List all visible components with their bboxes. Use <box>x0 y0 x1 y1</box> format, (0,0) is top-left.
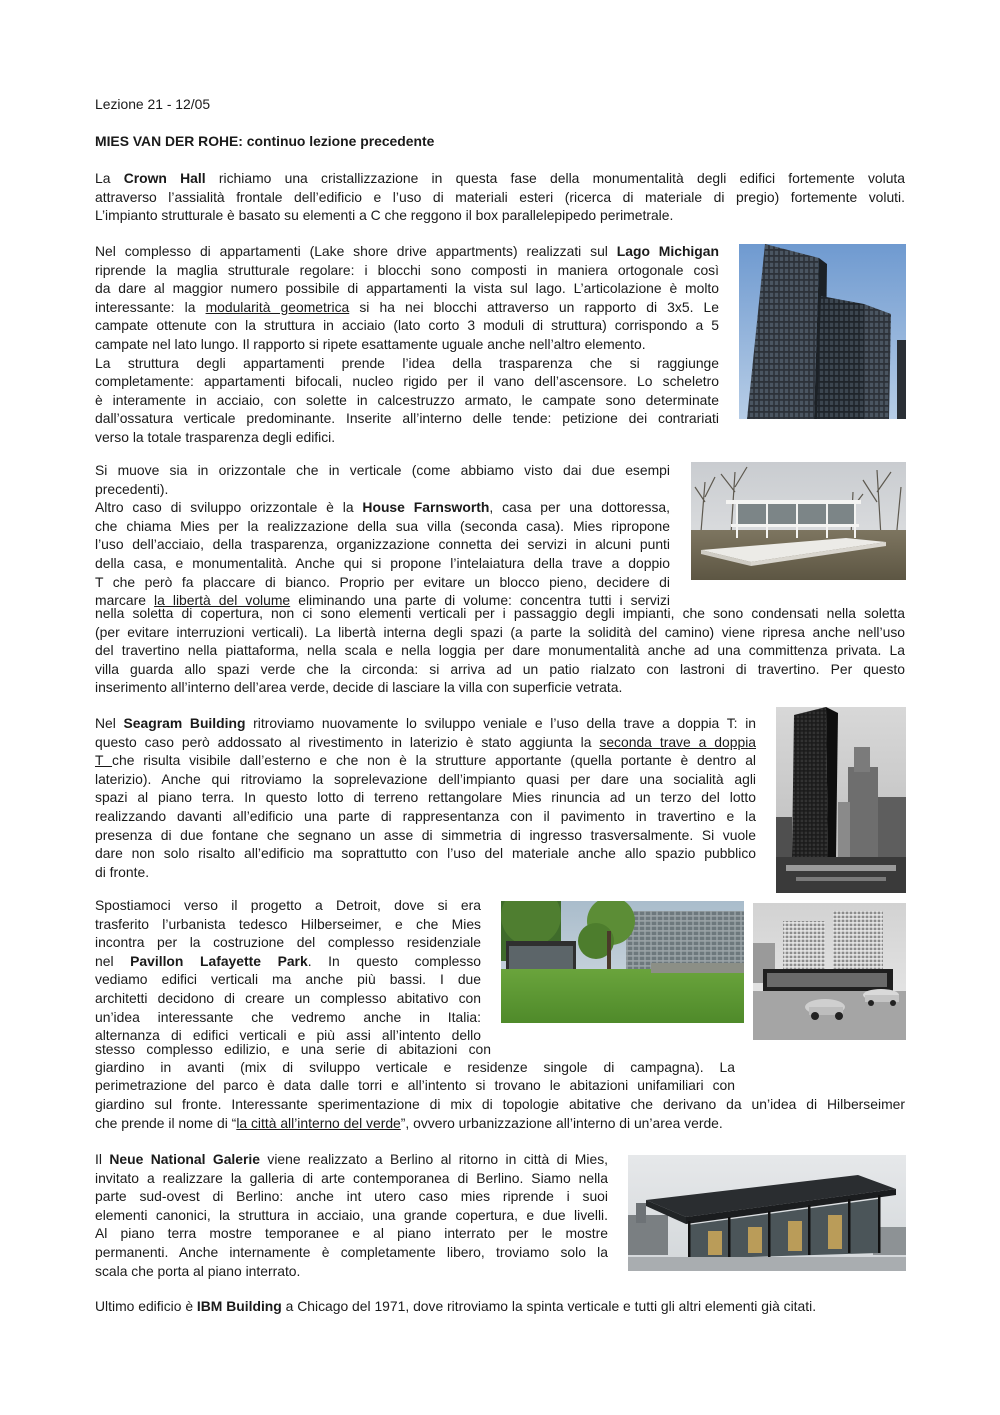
seagram-image <box>776 707 906 893</box>
text-line: villa guarda allo spazi verde che la circonda: si arriva ad un patio rialzato con lastroni di travertino. Per questo <box>95 660 905 677</box>
text-line: trasferito l’urbanista tedesco Hilberseimer, e che Mies <box>95 915 481 932</box>
text-line: che prende il nome di “la città all’interno del verde”, ovvero urbanizzazione all’interno di un’area verde. <box>95 1114 723 1131</box>
paragraph-seagram <box>95 714 756 881</box>
text-line: laterizio). Anche qui ritroviamo la soprelevazione dell’impianto quasi per dare una socialità agli <box>95 770 756 787</box>
text-line: del travertino nella piattaforma, nella scala e nella loggia per dare monumentalità anche ad una committenza privata. La <box>95 642 905 659</box>
text-line: permanenti. Anche internamente è completamente libero, troviamo solo la <box>95 1243 608 1260</box>
paragraph-neue-galerie <box>95 1150 608 1280</box>
text-line: Nel complesso di appartamenti (Lake shore drive appartments) realizzati sul Lago Michigan <box>95 243 719 259</box>
text-line: realizzando davanti all’edificio una parte di rappresentanza con il pavimento in travertino e la <box>95 807 756 824</box>
paragraph-lafayette-top <box>95 896 481 1045</box>
seagram-building-photo <box>776 707 906 893</box>
neue-national-galerie-name: Neue National Galerie <box>109 1151 260 1167</box>
paragraph-lafayette-l11 <box>95 1076 735 1095</box>
text-line: invitato a realizzare la galleria di arte contemporanea di Berlino. Siamo nella <box>95 1169 608 1186</box>
text-line: stesso complesso edilizio, e una serie di abitazioni con <box>95 1041 491 1057</box>
text-line: nella soletta di copertura, non ci sono elementi verticali per i passaggio degli impianti, che sono condensati nella soletta <box>95 605 905 621</box>
text-line: verso la totale trasparenza degli edifici. <box>95 428 336 445</box>
page-title <box>95 132 434 151</box>
text-line: Si muove sia in orizzontale che in verticale (come abbiamo visto dai due esempi <box>95 462 670 478</box>
lafayette-park-name: Pavillon Lafayette Park <box>130 952 308 969</box>
paragraph-lafayette-l10 <box>95 1058 735 1077</box>
text-line: scala che porta al piano interrato. <box>95 1262 301 1279</box>
text-line: giardino sul fronte. Interessante sperimentazione di mix di topologie abitative che derivano da un’idea di Hilberseimer <box>95 1096 905 1112</box>
text-line: (per evitare interruzioni verticali). La libertà interna degli spazi (a parte la solidità del camino) viene ripresa anche nell’uso <box>95 623 905 640</box>
paragraph-lafayette-bottom <box>95 1095 905 1132</box>
text-line: giardino in avanti (mix di sviluppo verticale e residenze singole di campagna). La <box>95 1059 735 1075</box>
lafayette-color-image <box>501 901 744 1023</box>
lesson-label <box>95 95 210 114</box>
text-line: campate nel lato lungo. Il rapporto si ripete esattamente uguale anche nell’altro elemento. <box>95 335 646 352</box>
neue-national-galerie-photo <box>628 1155 906 1271</box>
neue-galerie-image <box>628 1155 906 1271</box>
text-line: di fronte. <box>95 863 150 880</box>
text-line: dall’ossatura verticale predominante. Inserite all’interno delle tende: petizione dei contrariati <box>95 410 719 427</box>
text-line: della casa, e monumentalità. Anche qui si propone l’intelaiatura della trave a doppio <box>95 554 670 571</box>
text-line: riprende la maglia strutturale regolare: i blocchi sono composti in maniera ortogonale così <box>95 261 719 278</box>
house-farnsworth-name: House Farnsworth <box>362 499 490 516</box>
paragraph-lafayette-mid <box>95 1040 491 1059</box>
text-line: dare non solo risalto all’edificio ma soprattutto con l’uso del materiale anche allo spazio pubblico <box>95 845 756 862</box>
lafayette-park-bw-photo <box>753 903 906 1040</box>
paragraph-crown-hall <box>95 169 905 225</box>
text-line: che chiama Mies per la realizzazione della sua villa (seconda casa). Mies ripropone <box>95 517 670 534</box>
seagram-building-name: Seagram Building <box>123 715 246 731</box>
crown-hall-name: Crown Hall <box>123 170 206 186</box>
text-line: Nel Seagram Building ritroviamo nuovamente lo sviluppo veniale e l’uso della trave a doppia T: in <box>95 715 757 731</box>
text-line: Al piano terra mostre temporanee e al piano interrato per le mostre <box>95 1225 608 1242</box>
text-line: interessante: la modularità geometrica si ha nei blocchi attraverso un rapporto di 3x5. Le <box>95 298 719 315</box>
text-line: spazi al piano terra. In questo lotto di terreno rettangolare Mies rinuncia ad un terzo del lotto <box>95 789 756 806</box>
text-line: campate ottenute con la struttura in acciaio (lato corto 3 moduli di struttura) corrispondo a 5 <box>95 317 719 334</box>
ibm-building-name: IBM Building <box>196 1298 282 1314</box>
paragraph-farnsworth-top <box>95 461 670 610</box>
text-line: T che però fa placcare di bianco. Proprio per evitare un blocco pieno, decidere di <box>95 573 670 590</box>
text-line: un’idea interessante che vedremo anche in Italia: <box>95 1008 481 1025</box>
text-line: Il Neue National Galerie viene realizzato a Berlino al ritorno in città di Mies, <box>95 1151 608 1167</box>
text-line: perimetrazione del parco è data dalle torri e all’intento si trovano le abitazioni unifamiliari con <box>95 1077 735 1093</box>
underlined-term: la città all’interno del verde <box>236 1114 401 1131</box>
underlined-term: modularità geometrica <box>205 298 350 315</box>
text-line: architetti decidono di creare un complesso abitativo con <box>95 989 481 1006</box>
text-line: incontra per la costruzione del complesso residenziale <box>95 934 481 951</box>
paragraph-farnsworth-bottom <box>95 604 905 697</box>
lafayette-park-color-photo <box>501 901 744 1023</box>
text-line: l’uso dell’acciaio, della trasparenza, organizzazione connetta dei servizi in alcuni punti <box>95 536 670 553</box>
paragraph-ibm <box>95 1297 915 1316</box>
text-line: presenza di due fontane che segnano un asse di simmetria di ingresso trasversalmente. Si vuole <box>95 826 756 843</box>
farnsworth-house-photo <box>691 462 906 580</box>
text-line: marcare la libertà del volume eliminando una parte di volume: concentra tutti i servizi <box>95 592 670 609</box>
text-line: La struttura degli appartamenti prende l’idea della trasparenza che si raggiunge <box>95 354 719 371</box>
text-line: precedenti). <box>95 480 169 497</box>
text-line: inserimento all’interno dell’area verde, decide di lasciare la villa con superficie vetrata. <box>95 679 623 696</box>
text-line: nel Pavillon Lafayette Park. In questo complesso <box>95 952 482 969</box>
text-line: alternanza di edifici verticali e più assi all’intento dello <box>95 1027 481 1044</box>
underlined-term: T <box>95 752 113 769</box>
text-line: da dare al maggior numero possibile di appartamenti la vista sul lago. L’articolazione è molto <box>95 280 719 297</box>
text-line: completamente: appartamenti bifocali, nucleo rigido per il vano dell’ascensore. Lo scheletro <box>95 373 719 390</box>
text-line: questo caso però addossato al rivestimento in laterizio è stato aggiunta la seconda trave a doppia <box>95 733 757 750</box>
lake-shore-image <box>739 244 906 419</box>
lake-shore-drive-photo <box>739 244 906 419</box>
text-line: vediamo edifici verticali ma anche più bassi. I due <box>95 971 481 988</box>
text-line: La Crown Hall richiamo una cristallizzazione in questa fase della monumentalità degli edifici fortemente voluta <box>95 170 906 186</box>
underlined-term: seconda trave a doppia <box>599 733 757 750</box>
text-line: elementi canonici, la struttura in acciaio, una grande copertura, e due livelli. <box>95 1206 608 1223</box>
farnsworth-image <box>691 462 906 580</box>
paragraph-lake-shore <box>95 242 719 447</box>
lafayette-bw-image <box>753 903 906 1040</box>
text-line: attraverso l’assialità frontale dell’edificio e l’uso di materiali esteri (ricerca di materiale di pregio) fortemente voluti. <box>95 188 905 205</box>
text-line: T che risulta visibile dall’esterno e che non è la strutture apportante (quella portante è dentro al <box>95 752 757 769</box>
underlined-term: la libertà del volume <box>154 592 291 609</box>
text-line: Altro caso di sviluppo orizzontale è la House Farnsworth, casa per una dottoressa, <box>95 499 670 516</box>
text-line: Spostiamoci verso il progetto a Detroit, dove si era <box>95 897 481 913</box>
text-line: parte sud-ovest di Berlino: anche int utero caso mies riprende i suoi <box>95 1188 608 1205</box>
page-title-text: MIES VAN DER ROHE: continuo lezione precedente <box>95 133 435 149</box>
text-line: Ultimo edificio è IBM Building a Chicago del 1971, dove ritroviamo la spinta verticale e tutti gli altri elementi già citati. <box>95 1298 817 1314</box>
lesson-text: Lezione 21 - 12/05 <box>95 96 211 112</box>
text-line: L’impianto strutturale è basato su elementi a C che reggono il box parallelepipedo perimetrale. <box>95 207 674 224</box>
text-line: è interamente in acciaio, con solette in calcestruzzo armato, le campate sono determinate <box>95 391 719 408</box>
lago-michigan-name: Lago Michigan <box>616 243 719 259</box>
